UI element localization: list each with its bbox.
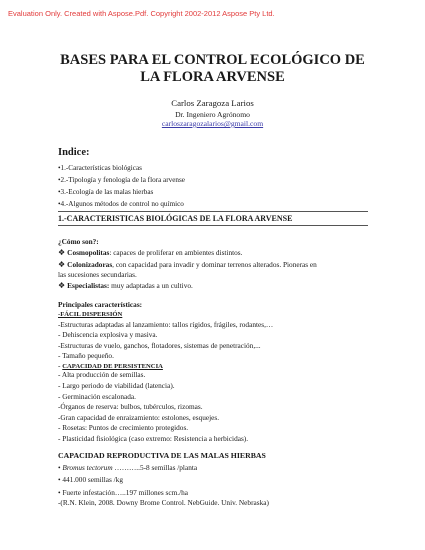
dispersion-line: - Tamaño pequeño. (58, 351, 114, 360)
species-name: Bromus tectorum (62, 463, 113, 472)
evaluation-watermark: Evaluation Only. Created with Aspose.Pdf. Copyright 2002-2012 Aspose Pty Ltd. (8, 9, 275, 18)
index-item: •3.-Ecología de las malas hierbas (58, 188, 154, 196)
species-line (58, 463, 197, 472)
section-1-title: 1.-CARACTERISTICAS BIOLÓGICAS DE LA FLORA ARVENSE (58, 214, 293, 223)
dispersion-line: -Estructuras adaptadas al lanzamiento: tallos rígidos, frágiles, rodantes,… (58, 320, 274, 329)
type-desc: , con capacidad para invadir y dominar terrenos alterados. Pioneras en (112, 260, 317, 269)
type-item-cosmopolitas (58, 248, 242, 257)
dispersion-line: -Estructuras de vuelo, ganchos, flotadores, sistemas de penetración,... (58, 341, 261, 350)
persistence-line: - Germinación escalonada. (58, 392, 136, 401)
dispersion-heading: -FÁCIL DISPERSIÓN (58, 311, 123, 318)
persistence-heading-row (58, 361, 163, 370)
type-term: Especialistas: (67, 281, 110, 290)
type-term: Cosmopolitas (67, 248, 110, 257)
index-item: •4.-Algunos métodos de control no químico (58, 200, 184, 208)
section-2-title: CAPACIDAD REPRODUCTIVA DE LAS MALAS HIERBAS (58, 451, 266, 460)
divider-bottom (58, 225, 368, 226)
diamond-bullet-icon: ❖ (58, 260, 66, 269)
persistence-heading: CAPACIDAD DE PERSISTENCIA (62, 363, 163, 370)
title-line-1: BASES PARA EL CONTROL ECOLÓGICO DE (60, 52, 365, 68)
index-title: Indice: (58, 147, 90, 158)
persistence-line: - Rosetas: Puntos de crecimiento protegidos. (58, 423, 189, 432)
reproduction-line: • Fuerte infestación…..197 millones scm./ha (58, 488, 189, 497)
type-desc: muy adaptadas a un cultivo. (109, 281, 193, 290)
author-role: Dr. Ingeniero Agrónomo (175, 110, 250, 119)
persistence-line: -Gran capacidad de enraizamiento: estolones, esquejes. (58, 413, 220, 422)
dispersion-line: - Dehiscencia explosiva y masiva. (58, 330, 158, 339)
question-heading: ¿Cómo son?: (58, 237, 99, 246)
reproduction-line: • 441.000 semillas /kg (58, 475, 123, 484)
bullet: • (58, 463, 63, 472)
index-item: •1.-Características biológicas (58, 164, 142, 172)
species-rest: ………..5-8 semillas /planta (112, 463, 198, 472)
type-item-colonizadoras-cont: las sucesiones secundarias. (58, 270, 137, 279)
diamond-bullet-icon: ❖ (58, 248, 66, 257)
persistence-line: - Plasticidad fisiológica (caso extremo: Resistencia a herbicidas). (58, 434, 249, 443)
author-email-link[interactable]: carloszaragozalarios@gmail.com (161, 119, 264, 128)
citation-line: -(R.N. Klein, 2008. Downy Brome Control. NebGuide. Univ. Nebraska) (58, 498, 269, 507)
main-characteristics-heading: Principales características: (58, 300, 143, 309)
type-desc: : capaces de proliferar en ambientes distintos. (109, 248, 243, 257)
type-item-especialistas (58, 281, 193, 290)
document-title (30, 52, 395, 86)
index-item: •2.-Tipología y fenología de la flora arvense (58, 176, 185, 184)
diamond-bullet-icon: ❖ (58, 281, 66, 290)
persistence-prefix: - (58, 361, 63, 370)
type-item-colonizadoras (58, 260, 317, 269)
persistence-line: -Órganos de reserva: bulbos, tubérculos, rizomas. (58, 402, 203, 411)
title-line-2: LA FLORA ARVENSE (140, 69, 285, 85)
persistence-line: - Alta producción de semillas. (58, 370, 146, 379)
divider-top (58, 211, 368, 212)
type-term: Colonizadoras (67, 260, 113, 269)
author-name: Carlos Zaragoza Larios (171, 98, 254, 108)
persistence-line: - Largo periodo de viabilidad (latencia). (58, 381, 175, 390)
